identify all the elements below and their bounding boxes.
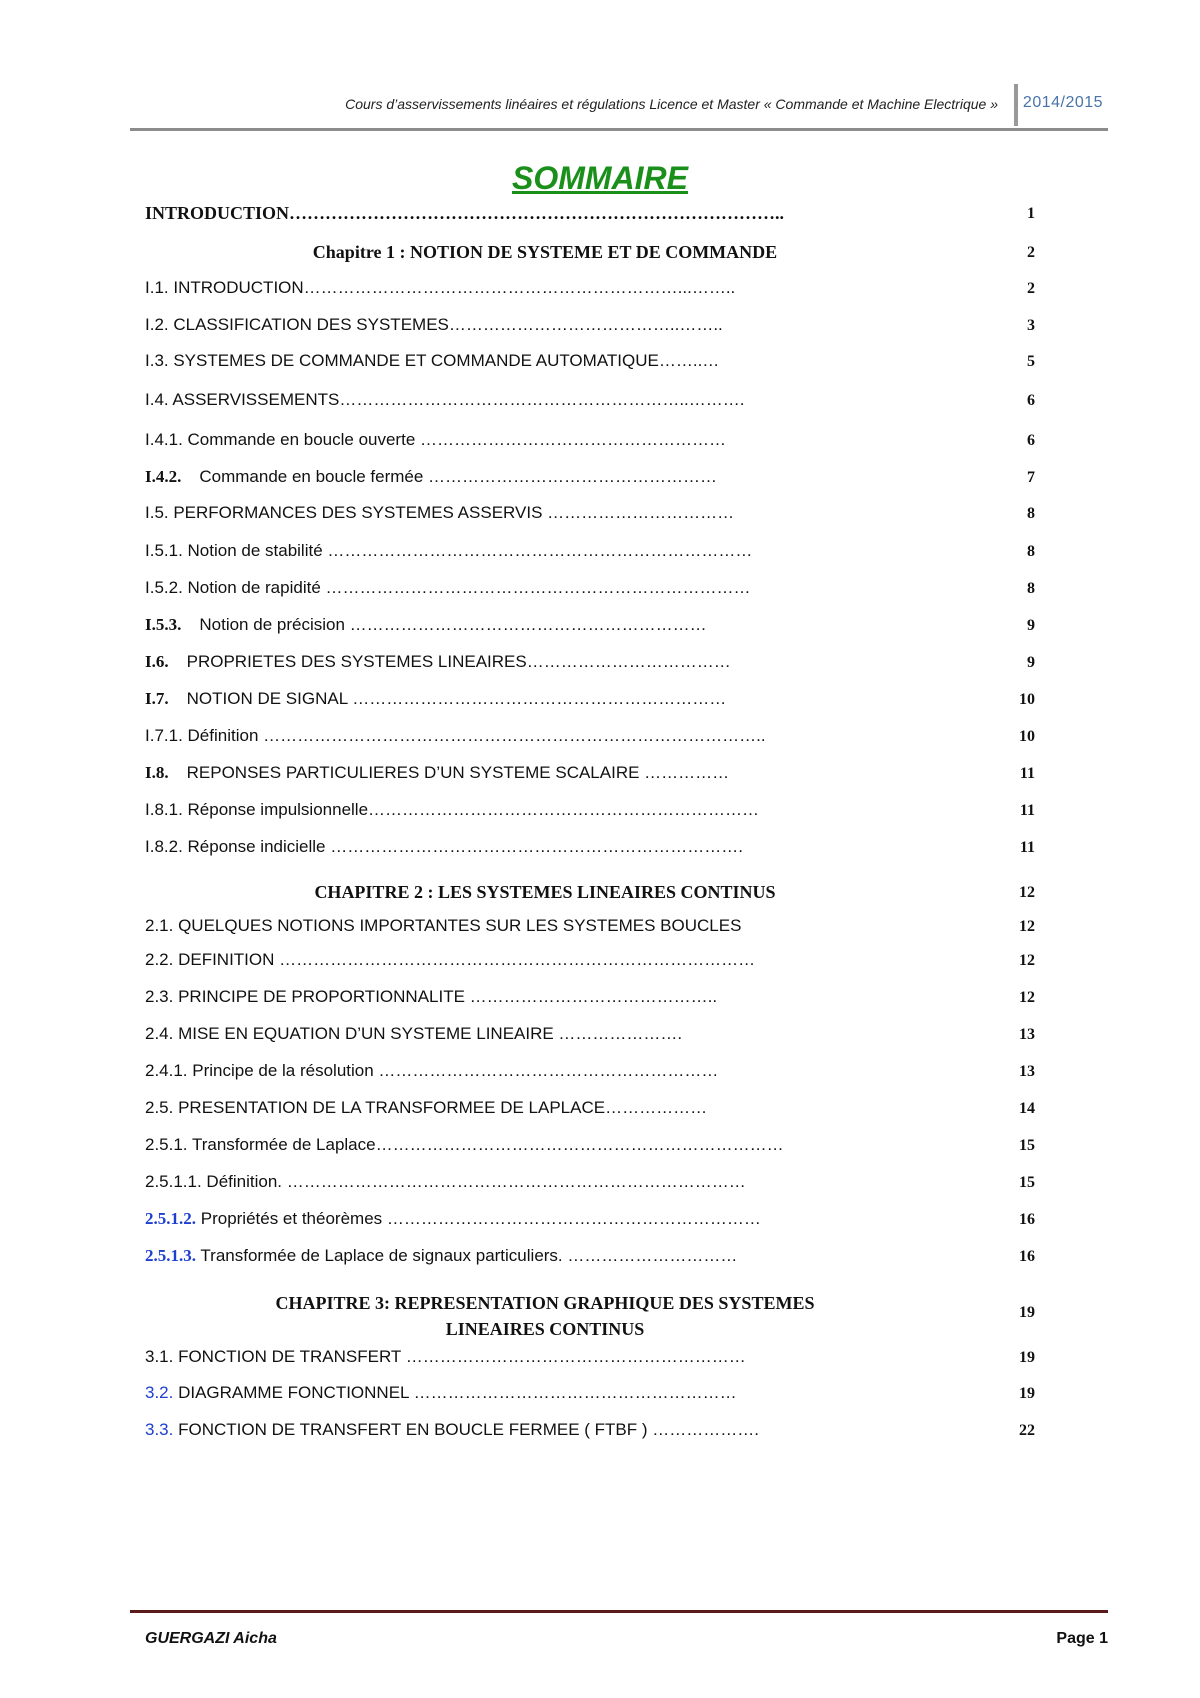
toc-entry-text: I.4. ASSERVISSEMENTS……………………………………………………..………. (145, 390, 745, 409)
toc-entry-text (145, 1209, 761, 1229)
toc-page-number: 7 (1027, 469, 1035, 486)
toc-page-number: 3 (1027, 317, 1035, 334)
toc-entry-text: 2.4.1. Principe de la résolution …………………………………………………… (145, 1061, 719, 1080)
toc-entry-text: I.1. INTRODUCTION…………………………………………………………...…….. (145, 278, 736, 297)
toc-page-number: 2 (1027, 280, 1035, 297)
toc-entry-text: 2.3. PRINCIPE DE PROPORTIONNALITE …………………………………….. (145, 987, 718, 1006)
toc-entry (145, 950, 1035, 974)
toc-entry-text: Chapitre 1 : NOTION DE SYSTEME ET DE COMMANDE (312, 242, 778, 262)
toc-page-number: 8 (1027, 543, 1035, 560)
toc-entry-number: I.5.3. (145, 615, 182, 634)
toc-entry (145, 1383, 1035, 1407)
toc-entry-text: 2.1. QUELQUES NOTIONS IMPORTANTES SUR LES SYSTEMES BOUCLES (145, 916, 742, 935)
toc-entry (145, 1420, 1035, 1444)
toc-entry-text: 2.5. PRESENTATION DE LA TRANSFORMEE DE LAPLACE……………… (145, 1098, 708, 1117)
toc-entry (145, 1347, 1035, 1371)
toc-entry-text: I.8.1. Réponse impulsionnelle…………………………………………………………… (145, 800, 760, 819)
toc-entry-text: CHAPITRE 2 : LES SYSTEMES LINEAIRES CONTINUS (314, 882, 776, 902)
toc-entry-text (145, 1420, 759, 1440)
toc-page-number: 11 (1019, 802, 1035, 819)
toc-entry (145, 467, 1035, 491)
toc-entry (145, 763, 1035, 787)
toc-entry-text: I.5.1. Notion de stabilité ………………………………………………………………… (145, 541, 753, 560)
toc-page-number: 11 (1019, 765, 1035, 782)
toc-page-number: 19 (1019, 1385, 1035, 1402)
toc-entry-number: I.4.2. (145, 467, 182, 486)
toc-chapter-heading (145, 1290, 1035, 1342)
toc-entry (145, 278, 1035, 302)
toc-entry-text: I.5. PERFORMANCES DES SYSTEMES ASSERVIS …………………………… (145, 503, 735, 522)
toc-page-number: 11 (1019, 839, 1035, 856)
toc-entry (145, 726, 1035, 750)
toc-entry-text (145, 1383, 737, 1403)
toc-entry-label: PROPRIETES DES SYSTEMES LINEAIRES……………………………… (186, 652, 731, 671)
toc-entry-number: I.6. (145, 652, 169, 671)
toc-entry (145, 203, 1035, 227)
toc-entry-text: I.8.2. Réponse indicielle ………………………………………………………………. (145, 837, 743, 856)
toc-heading-line-2: LINEAIRES CONTINUS (445, 1319, 645, 1339)
header-course-title: Cours d’asservissements linéaires et régulations Licence et Master « Commande et Machine Electrique » (345, 96, 998, 112)
toc-entry (145, 837, 1035, 861)
toc-entry-text: 2.4. MISE EN EQUATION D’UN SYSTEME LINEAIRE …………………. (145, 1024, 683, 1043)
toc-entry (145, 351, 1035, 375)
toc-page-number: 6 (1027, 392, 1035, 409)
toc-page-number: 9 (1027, 654, 1035, 671)
toc-entry-text: I.2. CLASSIFICATION DES SYSTEMES…………………………………..…….. (145, 315, 723, 334)
toc-entry (145, 1246, 1035, 1270)
toc-entry-text: I.5.2. Notion de rapidité ………………………………………………………………… (145, 578, 751, 597)
toc-entry (145, 390, 1035, 414)
toc-page-number: 13 (1019, 1026, 1035, 1043)
toc-entry-text (145, 652, 731, 672)
toc-entry-text (145, 689, 726, 709)
toc-entry (145, 541, 1035, 565)
toc-page-number: 12 (1019, 989, 1035, 1006)
toc-page-number: 10 (1019, 691, 1035, 708)
toc-chapter-heading (145, 882, 1035, 906)
toc-entry-text: 3.1. FONCTION DE TRANSFERT …………………………………………………… (145, 1347, 746, 1366)
toc-page-number: 5 (1027, 353, 1035, 370)
toc-page-number: 16 (1019, 1248, 1035, 1265)
toc-entry-label: NOTION DE SIGNAL ………………………………………………………… (186, 689, 727, 708)
toc-entry (145, 987, 1035, 1011)
toc-entry-text: I.3. SYSTEMES DE COMMANDE ET COMMANDE AUTOMATIQUE……..… (145, 351, 720, 370)
toc-entry (145, 430, 1035, 454)
toc-page-number: 9 (1027, 617, 1035, 634)
toc-entry-label: Notion de précision ……………………………………………………… (199, 615, 707, 634)
toc-entry (145, 1172, 1035, 1196)
header-rule (130, 128, 1108, 131)
footer-rule (130, 1610, 1108, 1613)
toc-entry-label: Commande en boucle fermée …………………………………………… (199, 467, 718, 486)
toc-page-number: 12 (1019, 952, 1035, 969)
toc-page-number: 2 (1027, 244, 1035, 261)
toc-entry-text: I.7.1. Définition …………………………………………………………………………….. (145, 726, 766, 745)
page-header (130, 84, 1108, 128)
toc-entry-text (145, 1290, 945, 1342)
toc-entry-number: I.7. (145, 689, 169, 708)
toc-entry-label: Transformée de Laplace de signaux particuliers. ………………………… (200, 1246, 738, 1265)
toc-entry-label: DIAGRAMME FONCTIONNEL ………………………………………………… (178, 1383, 737, 1402)
toc-entry (145, 578, 1035, 602)
toc-entry-text: 2.5.1. Transformée de Laplace……………………………………………………………… (145, 1135, 784, 1154)
toc-entry (145, 315, 1035, 339)
toc-page-number: 19 (1019, 1349, 1035, 1366)
toc-entry (145, 1024, 1035, 1048)
toc-heading-line-1: CHAPITRE 3: REPRESENTATION GRAPHIQUE DES SYSTEMES (275, 1293, 815, 1313)
toc-page-number: 1 (1027, 205, 1035, 222)
header-year: 2014/2015 (1022, 94, 1104, 111)
toc-entry-number: 2.5.1.2. (145, 1209, 196, 1228)
toc-entry-text (145, 615, 707, 635)
page-title: SOMMAIRE (512, 160, 688, 196)
toc-page-number: 22 (1019, 1422, 1035, 1439)
toc-chapter-heading (145, 242, 1035, 266)
toc-entry (145, 503, 1035, 527)
toc-entry-number: I.8. (145, 763, 169, 782)
toc-entry-number: 2.5.1.3. (145, 1246, 196, 1265)
toc-page-number: 12 (1019, 884, 1035, 901)
toc-page-number: 13 (1019, 1063, 1035, 1080)
toc-entry-text: 2.2. DEFINITION ………………………………………………………………………… (145, 950, 756, 969)
toc-entry-text: 2.5.1.1. Définition. ……………………………………………………………………… (145, 1172, 746, 1191)
toc-entry-label: REPONSES PARTICULIERES D’UN SYSTEME SCALAIRE …………… (186, 763, 730, 782)
toc-entry (145, 689, 1035, 713)
toc-entry (145, 1209, 1035, 1233)
toc-page-number: 8 (1027, 505, 1035, 522)
toc-page-number: 10 (1019, 728, 1035, 745)
toc-entry (145, 1098, 1035, 1122)
toc-page-number: 19 (1019, 1304, 1035, 1321)
toc-page-number: 15 (1019, 1174, 1035, 1191)
toc-entry (145, 1135, 1035, 1159)
toc-page-number: 15 (1019, 1137, 1035, 1154)
toc-entry-number: 3.3. (145, 1420, 174, 1439)
toc-entry-text: I.4.1. Commande en boucle ouverte ……………………………………………… (145, 430, 726, 449)
toc-entry (145, 916, 1035, 940)
toc-entry-text: INTRODUCTION……………………………………………………………………….. (145, 203, 785, 223)
toc-page-number: 8 (1027, 580, 1035, 597)
toc-entry-text (145, 763, 729, 783)
toc-entry-text (145, 1246, 737, 1266)
toc-entry (145, 615, 1035, 639)
toc-entry (145, 1061, 1035, 1085)
toc-entry (145, 652, 1035, 676)
toc-page-number: 6 (1027, 432, 1035, 449)
toc-page-number: 14 (1019, 1100, 1035, 1117)
toc-entry-label: FONCTION DE TRANSFERT EN BOUCLE FERMEE ( FTBF ) ………………. (178, 1420, 759, 1439)
toc-entry-label: Propriétés et théorèmes ………………………………………………………… (200, 1209, 761, 1228)
toc-entry-text (145, 467, 717, 487)
toc-entry-number: 3.2. (145, 1383, 174, 1402)
footer-author: GUERGAZI Aicha (145, 1630, 277, 1647)
footer-page-number: Page 1 (1056, 1630, 1108, 1647)
toc-page-number: 16 (1019, 1211, 1035, 1228)
toc-page-number: 12 (1019, 918, 1035, 935)
toc-entry (145, 800, 1035, 824)
